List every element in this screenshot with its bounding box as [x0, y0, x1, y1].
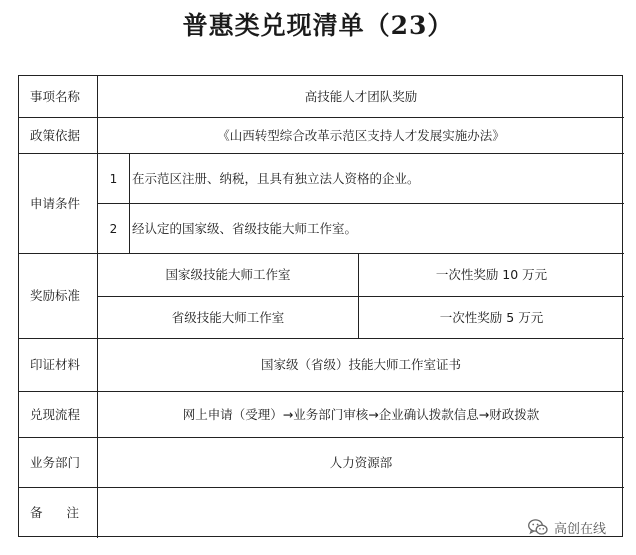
remarks-label-part: 注: [66, 505, 80, 520]
item-name-label: 事项名称: [19, 76, 98, 118]
wechat-icon: [528, 519, 548, 536]
reward-type: 省级技能大师工作室: [98, 297, 359, 339]
conditions-label: 申请条件: [19, 154, 98, 254]
condition-text: 经认定的国家级、省级技能大师工作室。: [130, 204, 624, 254]
reward-standard-label: 奖励标准: [19, 254, 98, 339]
item-name-value: 高技能人才团队奖励: [98, 76, 624, 118]
policy-basis-label: 政策依据: [19, 118, 98, 154]
condition-number: 1: [98, 154, 130, 204]
reward-amount: 一次性奖励 10 万元: [359, 254, 624, 297]
remarks-label: [19, 488, 98, 538]
policy-table: [18, 75, 623, 537]
watermark-text: 高创在线: [554, 521, 607, 537]
page-title: 普惠类兑现清单（23）: [182, 11, 454, 40]
department-value: 人力资源部: [98, 438, 624, 488]
remarks-label-part: 备: [30, 505, 43, 520]
materials-value: 国家级（省级）技能大师工作室证书: [98, 339, 624, 392]
reward-type: 国家级技能大师工作室: [98, 254, 359, 297]
condition-text: 在示范区注册、纳税，且具有独立法人资格的企业。: [130, 154, 624, 204]
materials-label: 印证材料: [19, 339, 98, 392]
process-label: 兑现流程: [19, 392, 98, 438]
policy-basis-value: 《山西转型综合改革示范区支持人才发展实施办法》: [98, 118, 624, 154]
process-value: 网上申请（受理）→业务部门审核→企业确认拨款信息→财政拨款: [98, 392, 624, 438]
watermark: [528, 516, 606, 538]
department-label: 业务部门: [19, 438, 98, 488]
condition-number: 2: [98, 204, 130, 254]
reward-amount: 一次性奖励 5 万元: [359, 297, 624, 339]
